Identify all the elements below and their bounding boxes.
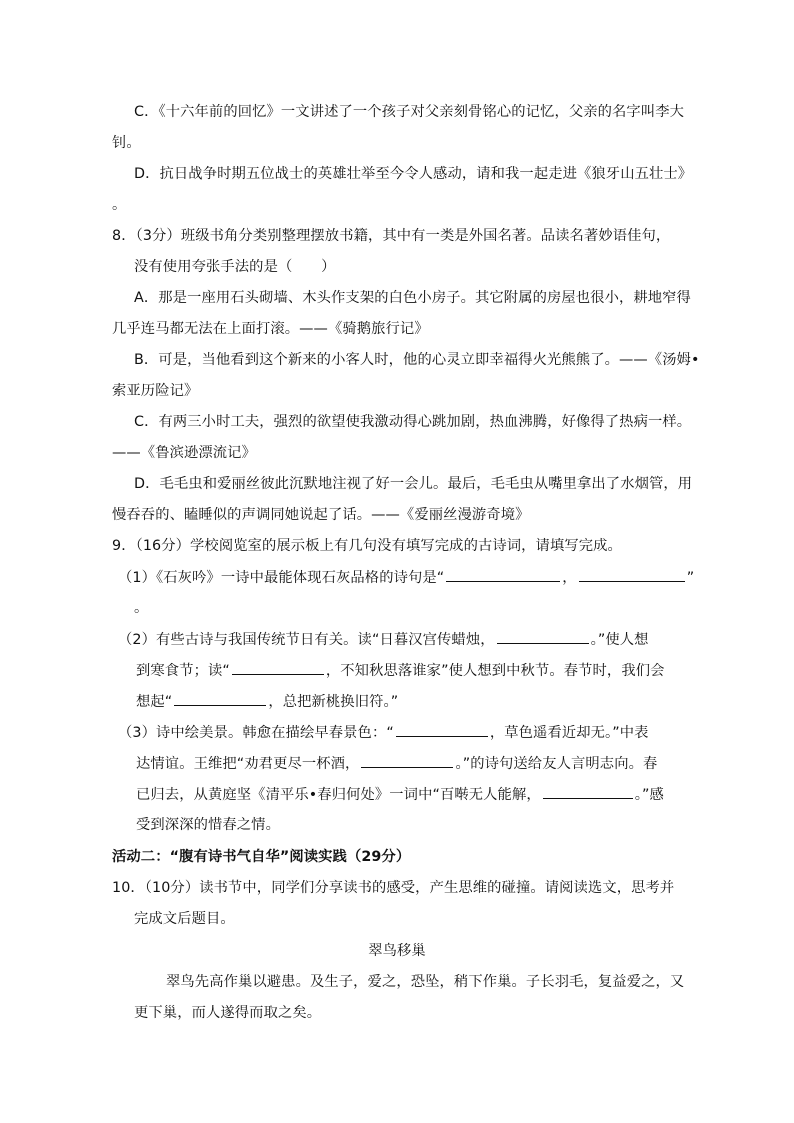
q7-option-d-line1: D．抗日战争时期五位战士的英雄壮举至今令人感动，请和我一起走进《狼牙山五壮士》 — [134, 166, 693, 182]
q9-part3-line4: 受到深深的惜春之情。 — [136, 817, 280, 833]
q9-part3-text-c: 达情谊。王维把“劝君更尽一杯酒， — [136, 756, 360, 772]
q9-part2-line1 — [118, 629, 649, 650]
answer-blank[interactable] — [579, 567, 685, 582]
answer-blank[interactable] — [232, 660, 324, 675]
q8-option-a-line1: A．那是一座用石头砌墙、木头作支架的白色小房子。其它附属的房屋也很小，耕地窄得 — [134, 290, 691, 306]
answer-blank[interactable] — [543, 784, 633, 799]
q8-stem-line2: 没有使用夸张手法的是（ ） — [134, 259, 336, 275]
q8-option-d-line1: D．毛毛虫和爱丽丝彼此沉默地注视了好一会儿。最后，毛毛虫从嘴里拿出了水烟管，用 — [134, 476, 693, 492]
answer-blank[interactable] — [361, 753, 453, 768]
q10-stem-line2: 完成文后题目。 — [134, 911, 235, 927]
q9-part1-line1 — [118, 567, 694, 588]
q8-option-b-line1: B．可是，当他看到这个新来的小客人时，他的心灵立即幸福得火光熊熊了。——《汤姆• — [134, 352, 700, 368]
q9-part2-text-b: 。”使人想 — [590, 632, 649, 648]
q9-part1-text-b: ， — [562, 570, 577, 586]
q9-part3-text-e: 已归去，从黄庭坚《清平乐•春归何处》一词中“百啭无人能解， — [136, 787, 541, 803]
q9-stem: 9．（16分）学校阅览室的展示板上有几句没有填写完成的古诗词，请填写完成。 — [112, 538, 622, 554]
q9-part2-text-f: ，总把新桃换旧符。” — [268, 694, 399, 710]
q9-part3-text-b: ，草色遥看近却无。”中表 — [489, 725, 649, 741]
q9-part2-line2 — [136, 660, 665, 681]
q9-part3-text-a: （3）诗中绘美景。韩愈在描绘早春景色：“ — [118, 725, 394, 741]
answer-blank[interactable] — [174, 691, 266, 706]
q7-option-c-line1: C．《十六年前的回忆》一文讲述了一个孩子对父亲刻骨铭心的记忆，父亲的名字叫李大 — [134, 104, 685, 120]
q9-part2-text-d: ，不知秋思落谁家”使人想到中秋节。春节时，我们会 — [325, 663, 665, 679]
q9-part3-line2 — [136, 753, 657, 774]
q9-part3-text-f: 。”感 — [634, 787, 664, 803]
q8-option-c-line1: C．有两三小时工夫，强烈的欲望使我激动得心跳加剧，热血沸腾，好像得了热病一样。 — [134, 414, 692, 430]
q9-part2-line3 — [136, 691, 398, 712]
q8-option-d-line2: 慢吞吞的、瞌睡似的声调同她说起了话。——《爱丽丝漫游奇境》 — [112, 507, 530, 523]
answer-blank[interactable] — [497, 629, 589, 644]
q7-option-c-line2: 钊。 — [112, 135, 141, 151]
q9-part3-text-d: 。”的诗句送给友人言明志向。春 — [455, 756, 658, 772]
q7-option-d-line2: 。 — [112, 197, 127, 213]
q9-part2-text-a: （2）有些古诗与我国传统节日有关。读“日暮汉宫传蜡烛， — [118, 632, 495, 648]
q8-option-b-line2: 索亚历险记》 — [112, 383, 199, 399]
activity-two-heading: 活动二：“腹有诗书气自华”阅读实践（29分） — [112, 849, 411, 865]
q9-part2-text-e: 想起“ — [136, 694, 173, 710]
q9-part1-line2: 。 — [134, 600, 149, 616]
answer-blank[interactable] — [446, 567, 560, 582]
q8-stem-line1: 8．（3分）班级书角分类别整理摆放书籍，其中有一类是外国名著。品读名著妙语佳句， — [112, 228, 671, 244]
q9-part2-text-c: 到寒食节；读“ — [136, 663, 230, 679]
q10-stem-line1: 10．（10分）读书节中，同学们分享读书的感受，产生思维的碰撞。请阅读选文，思考并 — [112, 880, 675, 896]
passage-title: 翠鸟移巢 — [368, 943, 426, 959]
q8-option-c-line2: ——《鲁滨逊漂流记》 — [112, 445, 256, 461]
passage-line1: 翠鸟先高作巢以避患。及生子，爱之，恐坠，稍下作巢。子长羽毛，复益爱之，又 — [166, 974, 685, 990]
q9-part1-text-a: （1）《石灰吟》一诗中最能体现石灰品格的诗句是“ — [118, 570, 445, 586]
q8-option-a-line2: 几乎连马都无法在上面打滚。——《骑鹅旅行记》 — [112, 321, 429, 337]
q9-part3-line1 — [118, 722, 649, 743]
q9-part3-line3 — [136, 784, 664, 805]
answer-blank[interactable] — [396, 722, 488, 737]
q9-part1-text-c: ” — [686, 570, 695, 586]
passage-line2: 更下巢，而人遂得而取之矣。 — [134, 1005, 322, 1021]
